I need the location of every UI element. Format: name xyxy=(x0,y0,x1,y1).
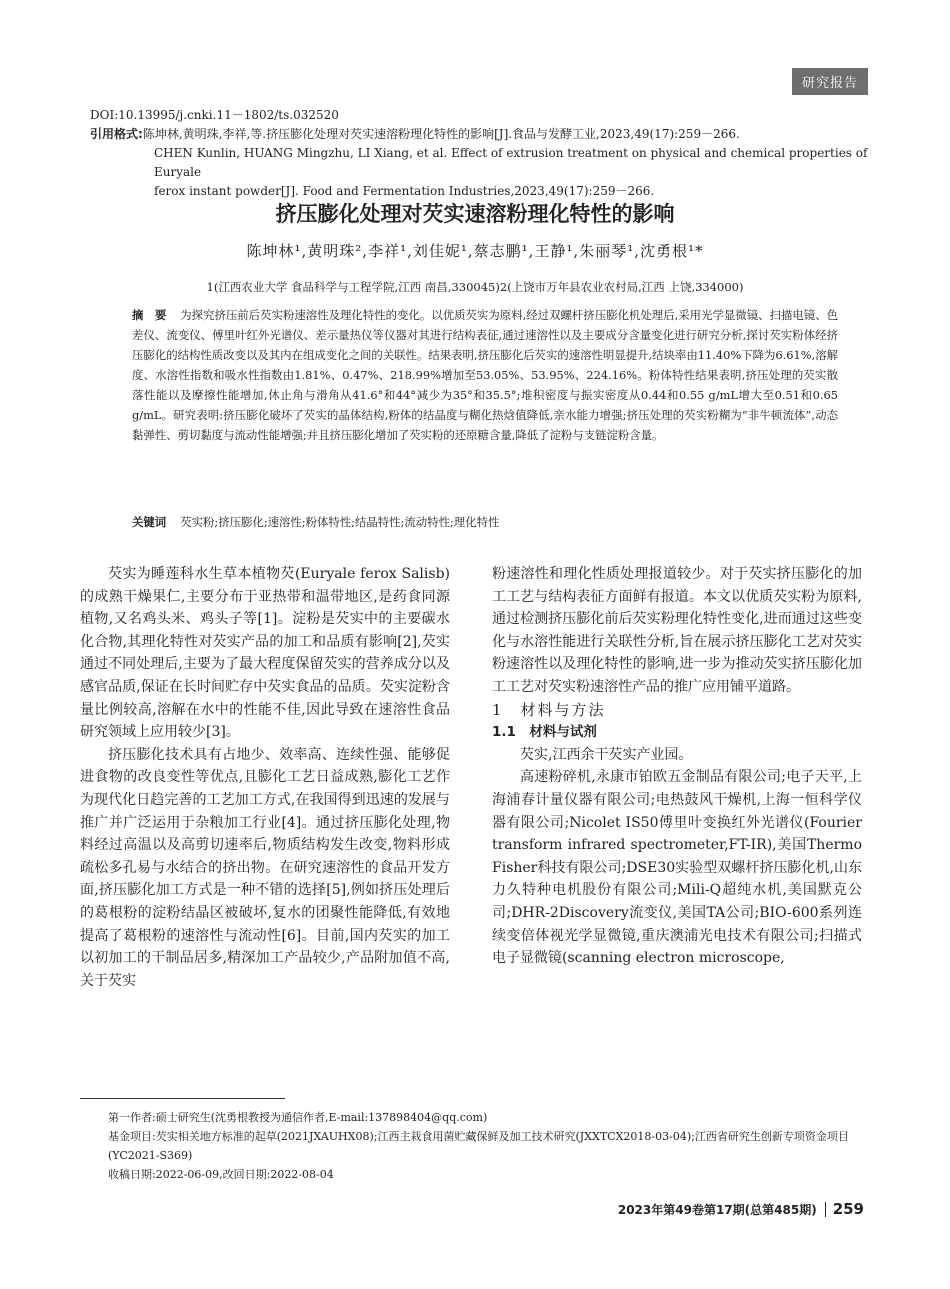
keywords-label: 关键词 xyxy=(132,515,167,529)
body-paragraph: 芡实,江西余干芡实产业园。 xyxy=(520,746,693,763)
footnote-divider xyxy=(80,1098,285,1099)
paper-title: 挤压膨化处理对芡实速溶粉理化特性的影响 xyxy=(275,202,675,226)
footnote-author: 第一作者:硕士研究生(沈勇根教授为通信作者,E-mail:137898404@qq.com) xyxy=(108,1111,488,1124)
left-column xyxy=(80,563,450,992)
issue-info: 2023年第49卷第17期(总第485期) xyxy=(617,1202,817,1217)
citation-en-line1: CHEN Kunlin, HUANG Mingzhu, LI Xiang, et al. Effect of extrusion treatment on physical and chemical properties of Euryale xyxy=(154,146,868,179)
affiliation: 1(江西农业大学 食品科学与工程学院,江西 南昌,330045)2(上饶市万年县农业农村局,江西 上饶,334000) xyxy=(206,280,744,294)
footnotes xyxy=(108,1108,880,1184)
subsection-heading: 1.1 材料与试剂 xyxy=(492,724,597,741)
section-tag: 研究报告 xyxy=(792,68,868,95)
citation-zh xyxy=(90,125,870,144)
page-number: 259 xyxy=(832,1200,864,1218)
citation-label: 引用格式: xyxy=(90,127,143,141)
article-meta xyxy=(90,106,870,201)
right-column xyxy=(492,563,862,970)
authors: 陈坤林¹,黄明珠²,李祥¹,刘佳妮¹,蔡志鹏¹,王静¹,朱丽琴¹,沈勇根¹* xyxy=(246,242,704,260)
body-paragraph: 挤压膨化技术具有占地少、效率高、连续性强、能够促进食物的改良变性等优点,且膨化工艺日益成熟,膨化工艺作为现代化日趋完善的工艺加工方式,在我国得到迅速的发展与推广并广泛运用于杂粮加工行业[4]。通过挤压膨化处理,物料经过高温以及高剪切速率后,物质结构发生改变,物料形成疏松多孔易与水结合的挤出物。在研究速溶性的食品开发方面,挤压膨化加工方式是一种不错的选择[5],例如挤压处理后的葛根粉的淀粉结晶区被破坏,复水的团聚性能降低,有效地提高了葛根粉的速溶性与流动性[6]。目前,国内芡实的加工以初加工的干制品居多,精深加工产品较少,产品附加值不高,关于芡实 xyxy=(80,746,450,989)
footnote-dates: 收稿日期:2022-06-09,改回日期:2022-08-04 xyxy=(108,1168,334,1181)
footer-separator xyxy=(825,1202,826,1217)
page-footer xyxy=(618,1200,864,1218)
doi: DOI:10.13995/j.cnki.11－1802/ts.032520 xyxy=(90,108,339,122)
body-paragraph: 高速粉碎机,永康市铂欧五金制品有限公司;电子天平,上海浦春计量仪器有限公司;电热鼓风干燥机,上海一恒科学仪器有限公司;Nicolet IS50傅里叶变换红外光谱仪(Fourier transform infrared spectrometer,FT-IR),美国Thermo Fisher科技有限公司;DSE30实验型双螺杆挤压膨化机,山东力久特种电机股份有限公司;Mili-Q超纯水机,美国默克公司;DHR-2Discovery流变仪,美国TA公司;BIO-600系列连续变倍体视光学显微镜,重庆澳浦光电技术有限公司;扫描式电子显微镜(scanning electron microscope, xyxy=(492,769,862,967)
keywords-text: 芡实粉;挤压膨化;速溶性;粉体特性;结晶特性;流动特性;理化特性 xyxy=(180,515,500,529)
abstract xyxy=(132,305,838,445)
body-paragraph: 粉速溶性和理化性质处理报道较少。对于芡实挤压膨化的加工工艺与结构表征方面鲜有报道。本文以优质芡实粉为原料,通过检测挤压膨化前后芡实粉理化特性变化,进而通过这些变化与水溶性能进行关联性分析,旨在展示挤压膨化工艺对芡实粉速溶性以及理化特性的影响,进一步为推动芡实挤压膨化加工工艺对芡实粉速溶性产品的推广应用铺平道路。 xyxy=(492,566,862,695)
citation-zh-text: 陈坤林,黄明珠,李祥,等.挤压膨化处理对芡实速溶粉理化特性的影响[J].食品与发酵工业,2023,49(17):259－266. xyxy=(142,127,740,141)
section-heading: 1 材料与方法 xyxy=(492,700,606,719)
abstract-text: 为探究挤压前后芡实粉速溶性及理化特性的变化。以优质芡实为原料,经过双螺杆挤压膨化机处理后,采用光学显微镜、扫描电镜、色差仪、流变仪、傅里叶红外光谱仪、差示量热仪等仪器对其进行结构表征,通过速溶性以及主要成分含量变化进行研究分析,探讨芡实粉体经挤压膨化的结构性质改变以及其内在组成变化之间的关联性。结果表明,挤压膨化后芡实的速溶性明显提升,结块率由11.40%下降为6.61%,溶解度、水溶性指数和吸水性指数由1.81%、0.47%、218.99%增加至53.05%、53.95%、224.16%。粉体特性结果表明,挤压处理的芡实散落性能以及摩擦性能增加,休止角与滑角从41.6°和44°减少为35°和35.5°;堆积密度与振实密度从0.44和0.55 g/mL增大至0.51和0.65 g/mL。研究表明:挤压膨化破坏了芡实的晶体结构,粉体的结晶度与糊化热焓值降低,亲水能力增强;挤压处理的芡实粉糊为“非牛顿流体”,动态黏弹性、剪切黏度与流动性能增强;并且挤压膨化增加了芡实粉的还原糖含量,降低了淀粉与支链淀粉含量。 xyxy=(132,308,838,442)
body-paragraph: 芡实为睡莲科水生草本植物芡(Euryale ferox Salisb)的成熟干燥果仁,主要分布于亚热带和温带地区,是药食同源植物,又名鸡头米、鸡头子等[1]。淀粉是芡实中的主要碳水化合物,其理化特性对芡实产品的加工和品质有影响[2],芡实通过不同处理后,主要为了最大程度保留芡实的营养成分以及感官品质,保证在长时间贮存中芡实食品的品质。芡实淀粉含量比例较高,溶解在水中的性能不佳,因此导致在速溶性食品研究领域上应用较少[3]。 xyxy=(80,566,450,741)
abstract-label: 摘 要 xyxy=(132,308,167,322)
footnote-fund: 基金项目:芡实相关地方标准的起草(2021JXAUHX08);江西主栽食用菌贮藏保鲜及加工技术研究(JXXTCX2018-03-04);江西省研究生创新专项资金项目(YC2021-S369) xyxy=(108,1130,849,1162)
keywords xyxy=(132,514,838,530)
citation-en-line2: ferox instant powder[J]. Food and Fermentation Industries,2023,49(17):259－266. xyxy=(154,184,655,198)
